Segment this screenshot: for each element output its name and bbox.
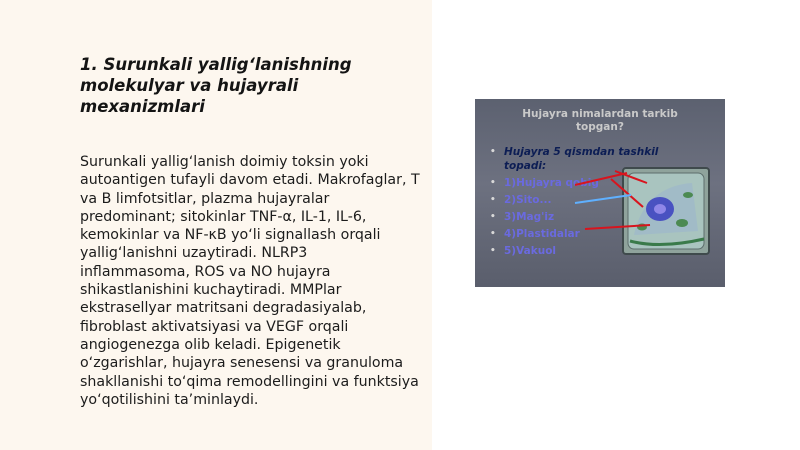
bullet-icon: •: [490, 212, 496, 222]
slide-list-item-label: 4)Plastidalar: [504, 228, 580, 240]
bullet-icon: •: [490, 229, 496, 239]
slide-title: Hujayra nimalardan tarkib topgan?: [522, 108, 678, 133]
slide-lead-text: Hujayra 5 qismdan tashkil topadi:: [504, 146, 659, 172]
slide-list-item-label: 5)Vakuol: [504, 245, 557, 257]
pointer-arrows: [475, 99, 725, 287]
bullet-icon: •: [490, 195, 496, 205]
slide-list-item-label: 1)Hujayra qobig: [504, 177, 599, 189]
bullet-icon: •: [490, 147, 496, 157]
slide-image: [475, 99, 725, 287]
bullet-icon: •: [490, 246, 496, 256]
slide-list-item-label: 3)Mag'iz: [504, 211, 555, 223]
section-title: 1. Surunkali yallig‘lanishning molekulyar va hujayrali mexanizmlari: [80, 55, 352, 116]
body-paragraph: Surunkali yallig‘lanish doimiy toksin yoki autoantigen tufayli davom etadi. Makrofaglar, T va B limfotsitlar, plazma hujayralar predominant; sitokinlar TNF-α, IL-1, IL-6, kemokinlar va NF-κB yo‘li signallash orqali yallig‘lanishni uzaytiradi. NLRP3 inflammasoma, ROS va NO hujayra shikastlanishini kuchaytiradi. MMPlar ekstrasellyar matritsani degradasiyalab, fibroblast aktivatsiyasi va VEGF orqali angiogenezga olib keladi. Epigenetik o‘zgarishlar, hujayra senesensi va granuloma shakllanishi to‘qima remodellingini va funktsiya yo‘qotilishini ta’minlaydi.: [80, 154, 420, 408]
slide-list-item-label: 2)Sito...: [504, 194, 552, 206]
bullet-icon: •: [490, 178, 496, 188]
